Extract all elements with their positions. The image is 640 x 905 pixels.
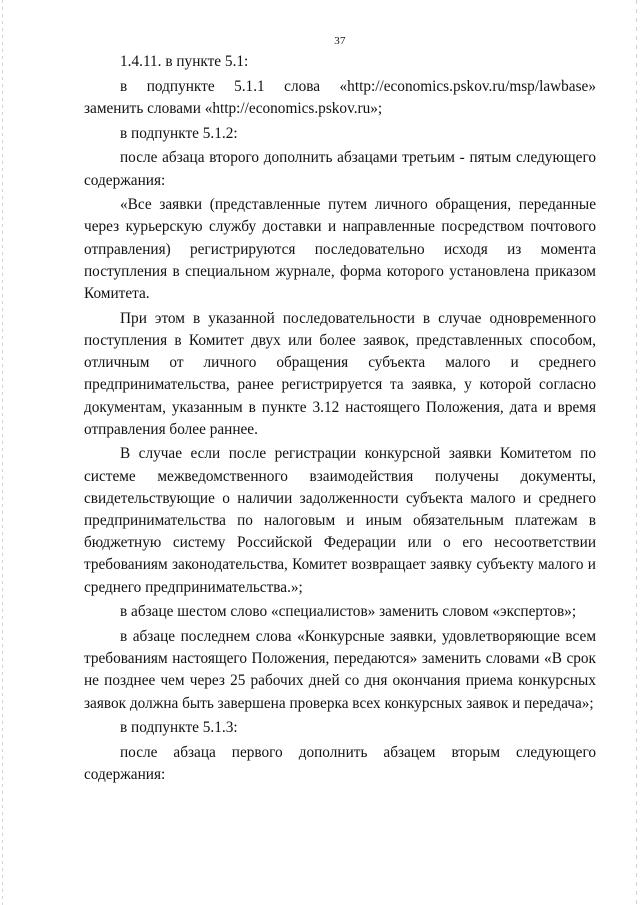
- paragraph-1-4-11: 1.4.11. в пункте 5.1:: [120, 53, 249, 70]
- paragraph-subclause-5-1-2: в подпункте 5.1.2:: [120, 124, 238, 142]
- paragraph-last-abzats: в абзаце последнем слова «Конкурсные заявки, удовлетворяющие всем требованиям настоящего Положения, передаются» заменить словами «В срок не позднее чем через 25 рабочих дней со дня окончания приема конкурсных заявок должна быть завершена проверка всех конкурсных заявок и передача»;: [84, 628, 596, 712]
- paragraph-registration-order: При этом в указанной последовательности в случае одновременного поступления в Комитет двух или более заявок, представленных способом, отличным от личного обращения субъекта малого и среднего предпринимательства, ранее регистрируется та заявка, у которой согласно документам, указанным в пункте 3.12 настоящего Положения, дата и время отправления более раннее.: [84, 309, 596, 438]
- paragraph-subclause-5-1-3: в подпункте 5.1.3:: [120, 719, 238, 737]
- paragraph-return-application: В случае если после регистрации конкурсной заявки Комитетом по системе межведомственного взаимодействия получены документы, свидетельствующие о наличии задолженности субъекта малого и среднего предпринимательства по налоговым и иным обязательным платежам в бюджетную систему Российской Федерации или о его несоответствии требованиям законодательства, Комитет возвращает заявку субъекту малого и среднего предпринимательства.»;: [84, 445, 596, 596]
- page-number: 37: [334, 35, 346, 47]
- scan-edge-left: [2, 0, 3, 905]
- document-body: [84, 51, 596, 789]
- scan-edge-right: [636, 0, 637, 905]
- paragraph-subclause-5-1-1: в подпункте 5.1.1 слова «http://economics.pskov.ru/msp/lawbase» заменить словами «http://economics.pskov.ru»;: [84, 77, 596, 117]
- paragraph-add-abzats: после абзаца второго дополнить абзацами третьим - пятым следующего содержания:: [84, 149, 596, 189]
- paragraph-add-second-abzats: после абзаца первого дополнить абзацем вторым следующего содержания:: [84, 744, 596, 784]
- paragraph-quote-all-applications: «Все заявки (представленные путем личного обращения, переданные через курьерскую службу доставки и направленные посредством почтового отправления) регистрируются последовательно исходя из момента поступления в специальном журнале, форма которого установлена приказом Комитета.: [84, 196, 596, 303]
- paragraph-sixth-abzats: в абзаце шестом слово «специалистов» заменить словом «экспертов»;: [120, 603, 577, 621]
